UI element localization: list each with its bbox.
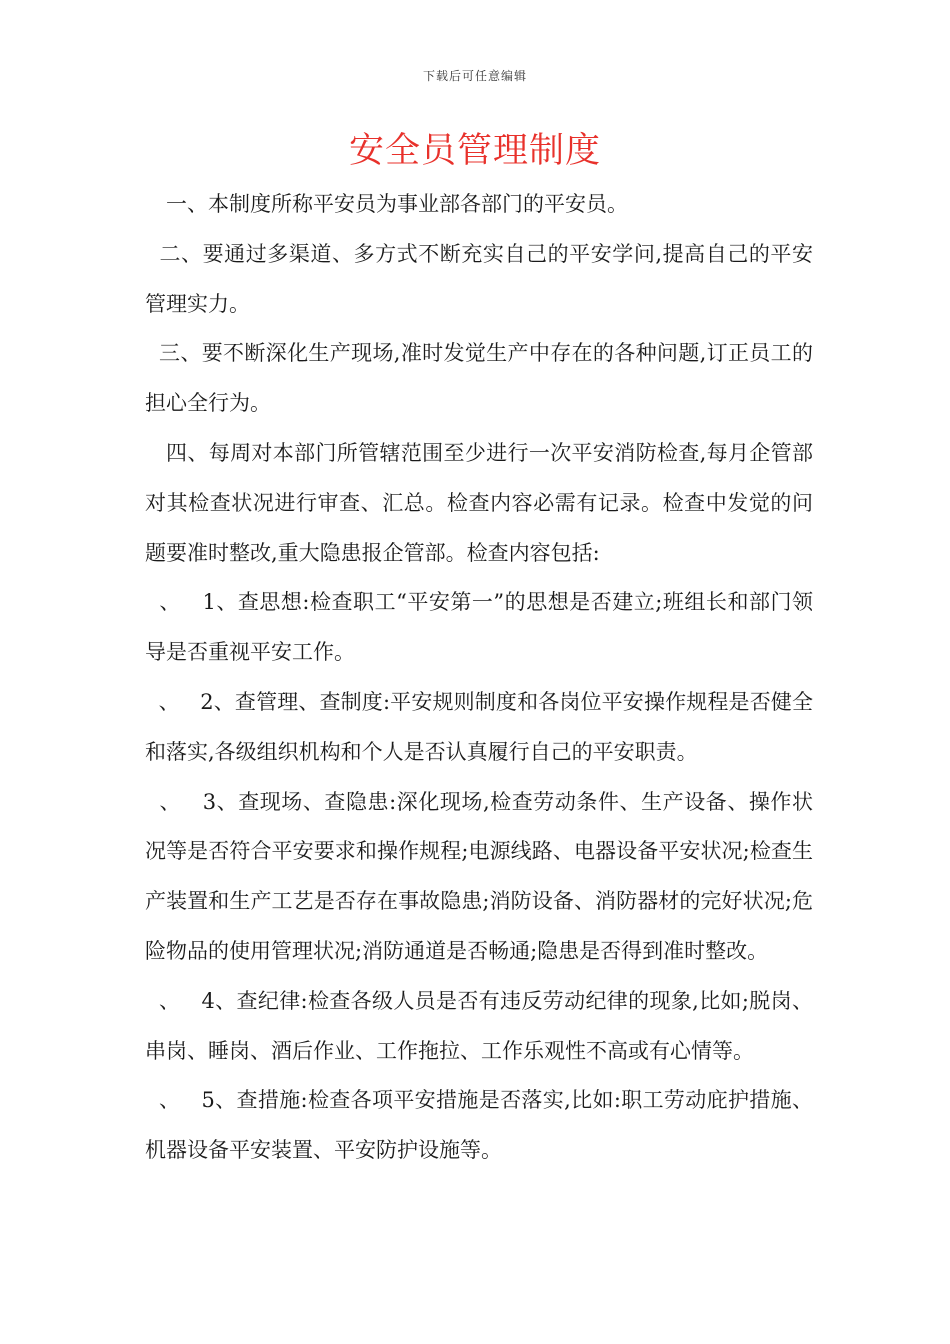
paragraph-8: 、 4、查纪律:检查各级人员是否有违反劳动纪律的现象,比如;脱岗、串岗、睡岗、酒后作业、工作拖拉、工作乐观性不高或有心情等。 [145,988,813,1063]
document-title: 安全员管理制度 [348,131,601,171]
paragraph-2: 二、要通过多渠道、多方式不断充实自己的平安学问,提高自己的平安管理实力。 [145,241,813,316]
document-body [145,180,813,1176]
paragraph-9: 、 5、查措施:检查各项平安措施是否落实,比如:职工劳动庇护措施、机器设备平安装置、平安防护设施等。 [145,1088,813,1163]
paragraph-1: 一、本制度所称平安员为事业部各部门的平安员。 [145,192,628,216]
header-note: 下载后可任意编辑 [422,69,527,83]
paragraph-5: 、 1、查思想:检查职工“平安第一”的思想是否建立;班组长和部门领导是否重视平安工作。 [145,590,813,665]
paragraph-3: 三、要不断深化生产现场,准时发觉生产中存在的各种问题,订正员工的担心全行为。 [145,341,813,416]
paragraph-4: 四、每周对本部门所管辖范围至少进行一次平安消防检查,每月企管部对其检查状况进行审查、汇总。检查内容必需有记录。检查中发觉的问题要准时整改,重大隐患报企管部。检查内容包括: [145,440,813,565]
paragraph-6: 、 2、查管理、查制度:平安规则制度和各岗位平安操作规程是否健全和落实,各级组织机构和个人是否认真履行自己的平安职责。 [145,689,813,764]
paragraph-7: 、 3、查现场、查隐患:深化现场,检查劳动条件、生产设备、操作状况等是否符合平安要求和操作规程;电源线路、电器设备平安状况;检查生产装置和生产工艺是否存在事故隐患;消防设备、消防器材的完好状况;危险物品的使用管理状况;消防通道是否畅通;隐患是否得到准时整改。 [145,789,813,963]
